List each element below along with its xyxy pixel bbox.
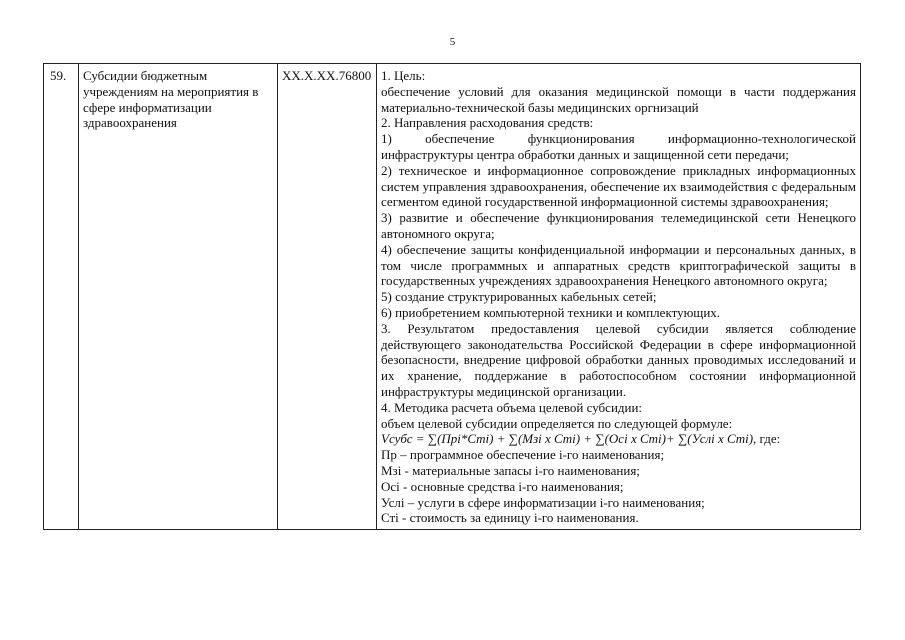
page-number: 5 (449, 36, 456, 48)
direction-item: 4) обеспечение защиты конфиденциальной информации и персональных данных, в том числе программных и аппаратных средств криптографической защиты в государственных учреждениях здравоохранения Ненецкого автономного округа; (381, 241, 856, 289)
legend-item: Осі - основные средства і-го наименования; (381, 478, 624, 494)
table-row (44, 64, 861, 530)
row-code: ХХ.Х.ХХ.76800 (278, 64, 377, 530)
direction-item: 2) техническое и информационное сопровождение прикладных информационных систем управления здравоохранения, обеспечение их взаимодействия с федеральным сегментом единой государственной информационной системы здравоохранения; (381, 162, 856, 210)
method-intro: объем целевой субсидии определяется по следующей формуле: (381, 415, 733, 431)
goal-heading: 1. Цель: (381, 68, 426, 83)
row-description (377, 64, 861, 530)
result-text: 3. Результатом предоставления целевой субсидии является соблюдение действующего законодательства Российской Федерации в сфере информационной безопасности, внедрение цифровой обработки данных проводимых исследований и их хранение, поддержание в работоспособном состоянии информационной инфраструктуры медицинской организации. (381, 320, 856, 399)
legend-item: Мзі - материальные запасы і-го наименования; (381, 462, 640, 478)
legend-item: Пр – программное обеспечение і-го наименования; (381, 447, 665, 463)
direction-item: 5) создание структурированных кабельных сетей; (381, 289, 657, 305)
legend-item: Услі – услуги в сфере информатизации і-го наименования; (381, 494, 705, 510)
direction-item: 6) приобретением компьютерной техники и комплектующих. (381, 304, 721, 320)
method-heading: 4. Методика расчета объема целевой субсидии: (381, 399, 643, 415)
direction-item: 3) развитие и обеспечение функционирования телемедицинской сети Ненецкого автономного округа; (381, 210, 856, 241)
directions-heading: 2. Направления расходования средств: (381, 115, 594, 131)
formula-suffix: , где: (753, 431, 781, 447)
formula: Vсубс = ∑(Прі*Cmi) + ∑(Мзі х Cmi) + ∑(Осі х Cmi)+ ∑(Услі х Cmi) (381, 431, 754, 447)
subsidy-table (43, 63, 861, 530)
legend-item: Сті - стоимость за единицу і-го наименования. (381, 510, 639, 526)
direction-item: 1) обеспечение функционирования информационно-технологической инфраструктуры центра обработки данных и защищенной сети передачи; (381, 131, 856, 162)
goal-text: обеспечение условий для оказания медицинской помощи в части поддержания материально-технической базы медицинских оргнизаций (381, 83, 856, 115)
row-name: Субсидии бюджетным учреждениям на мероприятия в сфере информатизации здравоохранения (79, 64, 278, 530)
formula-line (381, 431, 856, 447)
row-number: 59. (44, 64, 79, 530)
